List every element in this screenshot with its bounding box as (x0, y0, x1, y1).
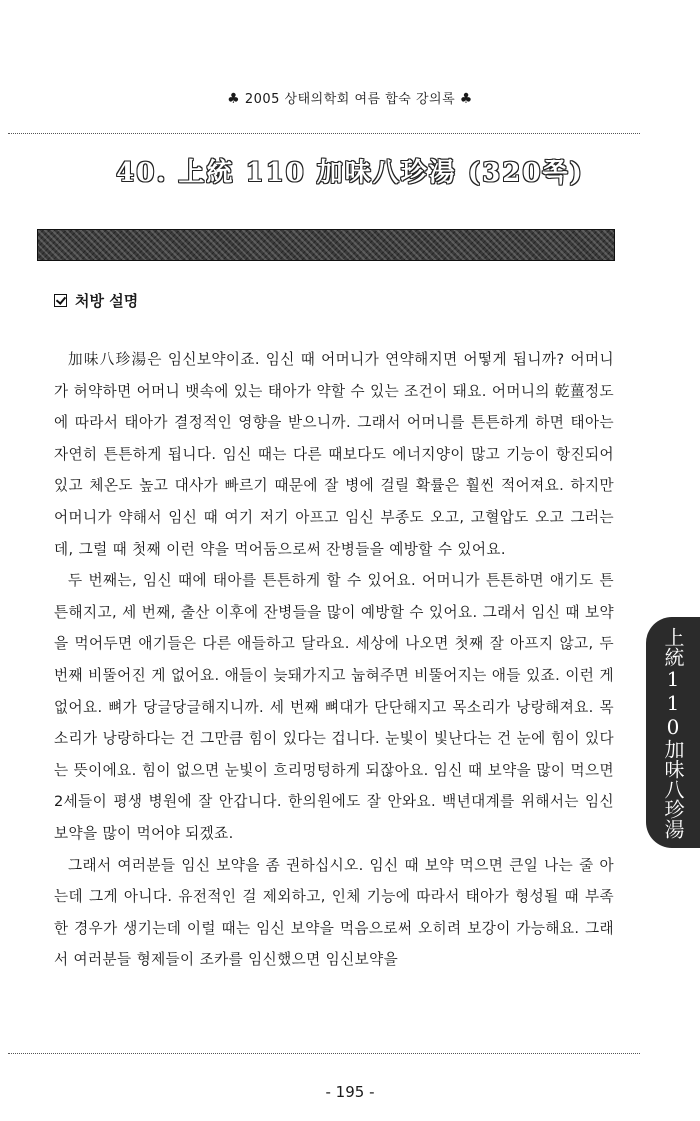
checkbox-checked-icon (54, 294, 67, 307)
paragraph: 加味八珍湯은 임신보약이죠. 임신 때 어머니가 연약해지면 어떻게 됩니까? 어머니가 허약하면 어머니 뱃속에 있는 태아가 약할 수 있는 조건이 돼요. 어머니의 乾薑정도에 따라서 태아가 결정적인 영향을 받으니까. 그래서 어머니를 튼튼하게 하면 태아는 자연히 튼튼하게 됩니다. 임신 때는 다른 때보다도 에너지양이 많고 기능이 항진되어 있고 체온도 높고 대사가 빠르기 때문에 잘 병에 걸릴 확률은 훨씬 적어져요. 하지만 어머니가 약해서 임신 때 여기 저기 아프고 임신 부종도 오고, 고혈압도 오고 그러는데, 그럴 때 첫째 이런 약을 먹어둠으로써 잔병들을 예방할 수 있어요. (54, 351, 614, 558)
club-icon: ♣ (227, 91, 241, 107)
chapter-title: 40. 上統 110 加味八珍湯 (320쪽) (116, 158, 584, 188)
page-number: - 195 - (325, 1083, 375, 1101)
paragraph: 두 번째는, 임신 때에 태아를 튼튼하게 할 수 있어요. 어머니가 튼튼하면 애기도 튼튼해지고, 세 번째, 출산 이후에 잔병들을 많이 예방할 수 있어요. 그래서 임신 때 보약을 먹어두면 애기들은 다른 애들하고 달라요. 세상에 나오면 첫째 잘 아프지 않고, 두 번째 비뚤어진 게 없어요. 애들이 늦돼가지고 눕혀주면 비뚤어지는 애들 있죠. 이런 게 없어요. 뼈가 당글당글해지니까. 세 번째 뼈대가 단단해지고 목소리가 낭랑해져요. 목소리가 낭랑하다는 건 그만큼 힘이 있다는 겁니다. 눈빛이 빛난다는 건 눈에 힘이 있다는 뜻이에요. 힘이 없으면 눈빛이 흐리멍텅하게 되잖아요. 임신 때 보약을 많이 먹으면 2세들이 평생 병원에 잘 안갑니다. 한의원에도 잘 안와요. 백년대계를 위해서는 임신 보약을 많이 먹어야 되겠죠. (54, 572, 614, 842)
club-icon: ♣ (459, 91, 473, 107)
footer-divider (8, 1053, 640, 1054)
header-divider (8, 133, 640, 134)
section-heading (54, 290, 138, 311)
side-tab-label: 上統110加味八珍湯 (661, 626, 685, 839)
paragraph: 그래서 여러분들 임신 보약을 좀 권하십시오. 임신 때 보약 먹으면 큰일 나는 줄 아는데 그게 아니다. 유전적인 걸 제외하고, 인체 기능에 따라서 태아가 형성될 때 부족한 경우가 생기는데 이럴 때는 임신 보약을 먹음으로써 오히려 보강이 가능해요. 그래서 여러분들 형제들이 조카를 임신했으면 임신보약을 (54, 856, 614, 969)
body-text (54, 344, 614, 976)
header-text: 2005 상태의학회 여름 합숙 강의록 (244, 92, 456, 107)
running-header (0, 88, 700, 107)
decorative-banner (37, 229, 615, 261)
section-heading-label: 처방 설명 (75, 292, 139, 310)
chapter-side-tab (646, 617, 700, 848)
